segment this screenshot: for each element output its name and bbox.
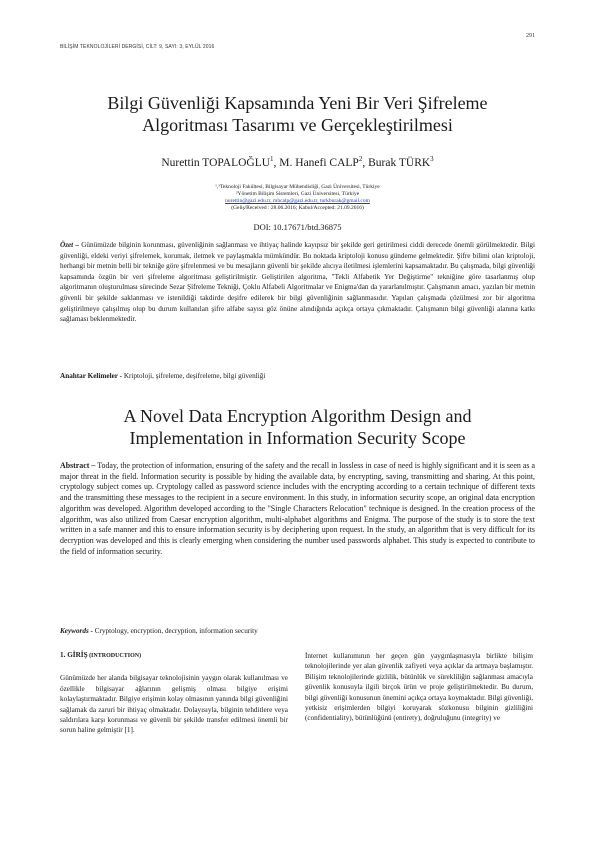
affiliations — [60, 184, 535, 212]
author-emails[interactable]: nurettin@gazi.edu.tr, mhcalp@gazi.edu.tr, turkburak@gmail.com — [225, 198, 370, 204]
author-list — [60, 155, 535, 169]
english-abstract-label: Abstract – — [60, 461, 96, 470]
affiliation-1: ¹,³Teknoloji Fakültesi, Bilgisayar Mühendisliği, Gazi Üniversitesi, Türkiye — [215, 184, 380, 190]
author-2-sup: 2 — [358, 155, 363, 163]
page-number: 291 — [526, 33, 535, 39]
turkish-abstract-label: Özet – — [60, 241, 79, 249]
english-title-line-2: Implementation in Information Security Scope — [129, 428, 466, 448]
english-keywords-label: Keywords - — [60, 627, 93, 635]
author-2: M. Hanefi CALP — [279, 156, 359, 169]
turkish-abstract-text: Günümüzde bilginin korunması, güvenliğinin sağlanması ve ihtiyaç halinde kayıpsız bir şekilde geri getirilmesi ciddi derecede önemli görülmektedir. Bilgi güvenliği, eldeki veriyi şifrelemek, korumak, iletmek ve paylaşmakla mümkündür. Bu noktada kriptoloji konusu gündeme gelmektedir. Şifre bilimi olan kriptoloji, herhangi bir metnin belli bir tekniğe göre şifrelenmesi ve bu mesajların güvenli bir şekilde alıcıya iletilmesi işlemlerini kapsamaktadır. Bu çalışmada, bilgi güvenliği kapsamında özgün bir veri şifreleme algoritması geliştirilmiştir. Geliştirilen algoritma, "Tekli Alfabetik Yer Değiştirme" tekniğine göre tasarlanmış olup algoritmanın oluşturulması sürecinde Sezar Şifreleme Tekniği, Çoklu Alfabeli Algoritmalar ve Enigma'dan da yararlanılmıştır. Çalışmanın amacı, yazılan bir metnin güvenli bir şekilde saklanması ve istenildiği takdirde deşifre edilerek bir bilgi güvenliğinin sağlanmasıdır. Yapılan çalışmada çözülmesi zor bir algoritma geliştirilmeye çalışılmış olup bu durum kullanılan şifre alfabe sayısı göz önüne alındığında açıkça ortaya çıkmaktadır. Çalışmanın bilgi güvenliği alanına katkı sağlaması beklenmektedir. — [60, 241, 535, 324]
turkish-title-line-1: Bilgi Güvenliği Kapsamında Yeni Bir Veri Şifreleme — [107, 93, 488, 113]
turkish-keywords-text: Kriptoloji, şifreleme, deşifreleme, bilgi güvenliği — [122, 372, 266, 380]
english-title — [60, 405, 535, 449]
turkish-title-line-2: Algoritması Tasarımı ve Gerçekleştirilmesi — [142, 115, 453, 135]
received-accepted-dates: (Geliş/Received : 28.06.2016; Kabul/Accepted: 21.09.2016) — [231, 205, 364, 211]
doi: DOI: 10.17671/btd.36875 — [253, 222, 342, 232]
turkish-keywords-label: Anahtar Kelimeler - — [60, 372, 123, 380]
section-heading-subtitle: (INTRODUCTION) — [87, 653, 142, 659]
turkish-title — [60, 92, 535, 136]
intro-paragraph-2: İnternet kullanımının her geçen gün yaygınlaşmasıyla birlikte bilişim teknolojilerinde yer alan güvenlik zafiyeti veya açıklar da artmaya başlamıştır. Bilişim teknolojilerinde gizlilik, bütünlük ve sürekliliğin sağlanması amacıyla güvenlik konusuyla ilgili birçok ürün ve proje geliştirilmektedir. Bu durum, bilgi güvenliği konusunun önemini açıkça ortaya koymaktadır. Bilgi güvenliği, yetkisiz erişimlerden bilgiyi koruyarak sözkonusu bilginin gizliliğini (confidentiality), bütünlüğünü (entirety), doğruluğunu (integrity) ve — [305, 652, 533, 723]
turkish-keywords — [60, 372, 535, 380]
english-title-line-1: A Novel Data Encryption Algorithm Design and — [123, 406, 472, 426]
author-1-sup: 1 — [270, 155, 274, 163]
section-heading-title: 1. GİRİŞ — [60, 651, 88, 659]
section-heading-introduction — [60, 650, 288, 661]
english-keywords-text: Cryptology, encryption, decryption, information security — [92, 627, 258, 635]
author-3-sup: 3 — [430, 155, 434, 163]
turkish-abstract — [60, 240, 535, 325]
left-column — [60, 650, 288, 736]
author-separator: , — [273, 156, 280, 169]
intro-paragraph-1: Günümüzde her alanda bilgisayar teknolojisinin yaygın olarak kullanılması ve özellikle bilgisayar ağlarının gelişmiş olması bilgiye erişimi kolaylaştırmaktadır. Bilgiye erişimin kolay olmasının yanında bilgi güvenliğini sağlamak da zaruri bir ihtiyaç olmaktadır. Dolayısıyla, bilginin tehditlere veya saldırılara karşı korunması ve güvenli bir şekilde transfer edilmesi önemli bir sorun haline gelmiştir [1]. — [60, 674, 288, 735]
english-abstract — [60, 461, 535, 557]
english-abstract-text: Today, the protection of information, ensuring of the safety and the recall in lossless in case of need is highly significant and it is seen as a major threat in the field. Information security is possible by hiding the available data, by encrypting, saving, transmitting and sharing. At this point, cryptology subject comes up. Cryptology called as password science includes with the encrypting according to a certain technique of different texts and the transmitting these messages to the recipient in a secure environment. In this study, in information security scope, an original data encryption algorithm was developed. Algorithm developed according to the "Single Characters Relocation" technique is designed. In the creation process of the algorithm, was also utilized from Caesar encryption algorithm, multi-alphabet algorithms and Enigma. The purpose of the study is to store the text written in a safe manner and this to ensure information security is by deciphering upon request. In the study, an algorithm that is very difficult for its decryption was developed and this is clearly emerging when considering the number used passwords alphabet. This study is expected to contribute to the field of information security. — [60, 461, 536, 556]
author-1: Nurettin TOPALOĞLU — [161, 156, 271, 169]
right-column — [305, 651, 533, 724]
author-separator: , — [362, 156, 369, 169]
affiliation-2: ²Yönetim Bilişim Sistemleri, Gazi Üniversitesi, Türkiye — [235, 191, 360, 197]
author-3: Burak TÜRK — [368, 156, 431, 169]
english-keywords — [60, 627, 535, 635]
running-head: BİLİŞİM TEKNOLOJİLERİ DERGİSİ, CİLT: 9, SAYI: 3, EYLÜL 2016 — [60, 44, 215, 50]
